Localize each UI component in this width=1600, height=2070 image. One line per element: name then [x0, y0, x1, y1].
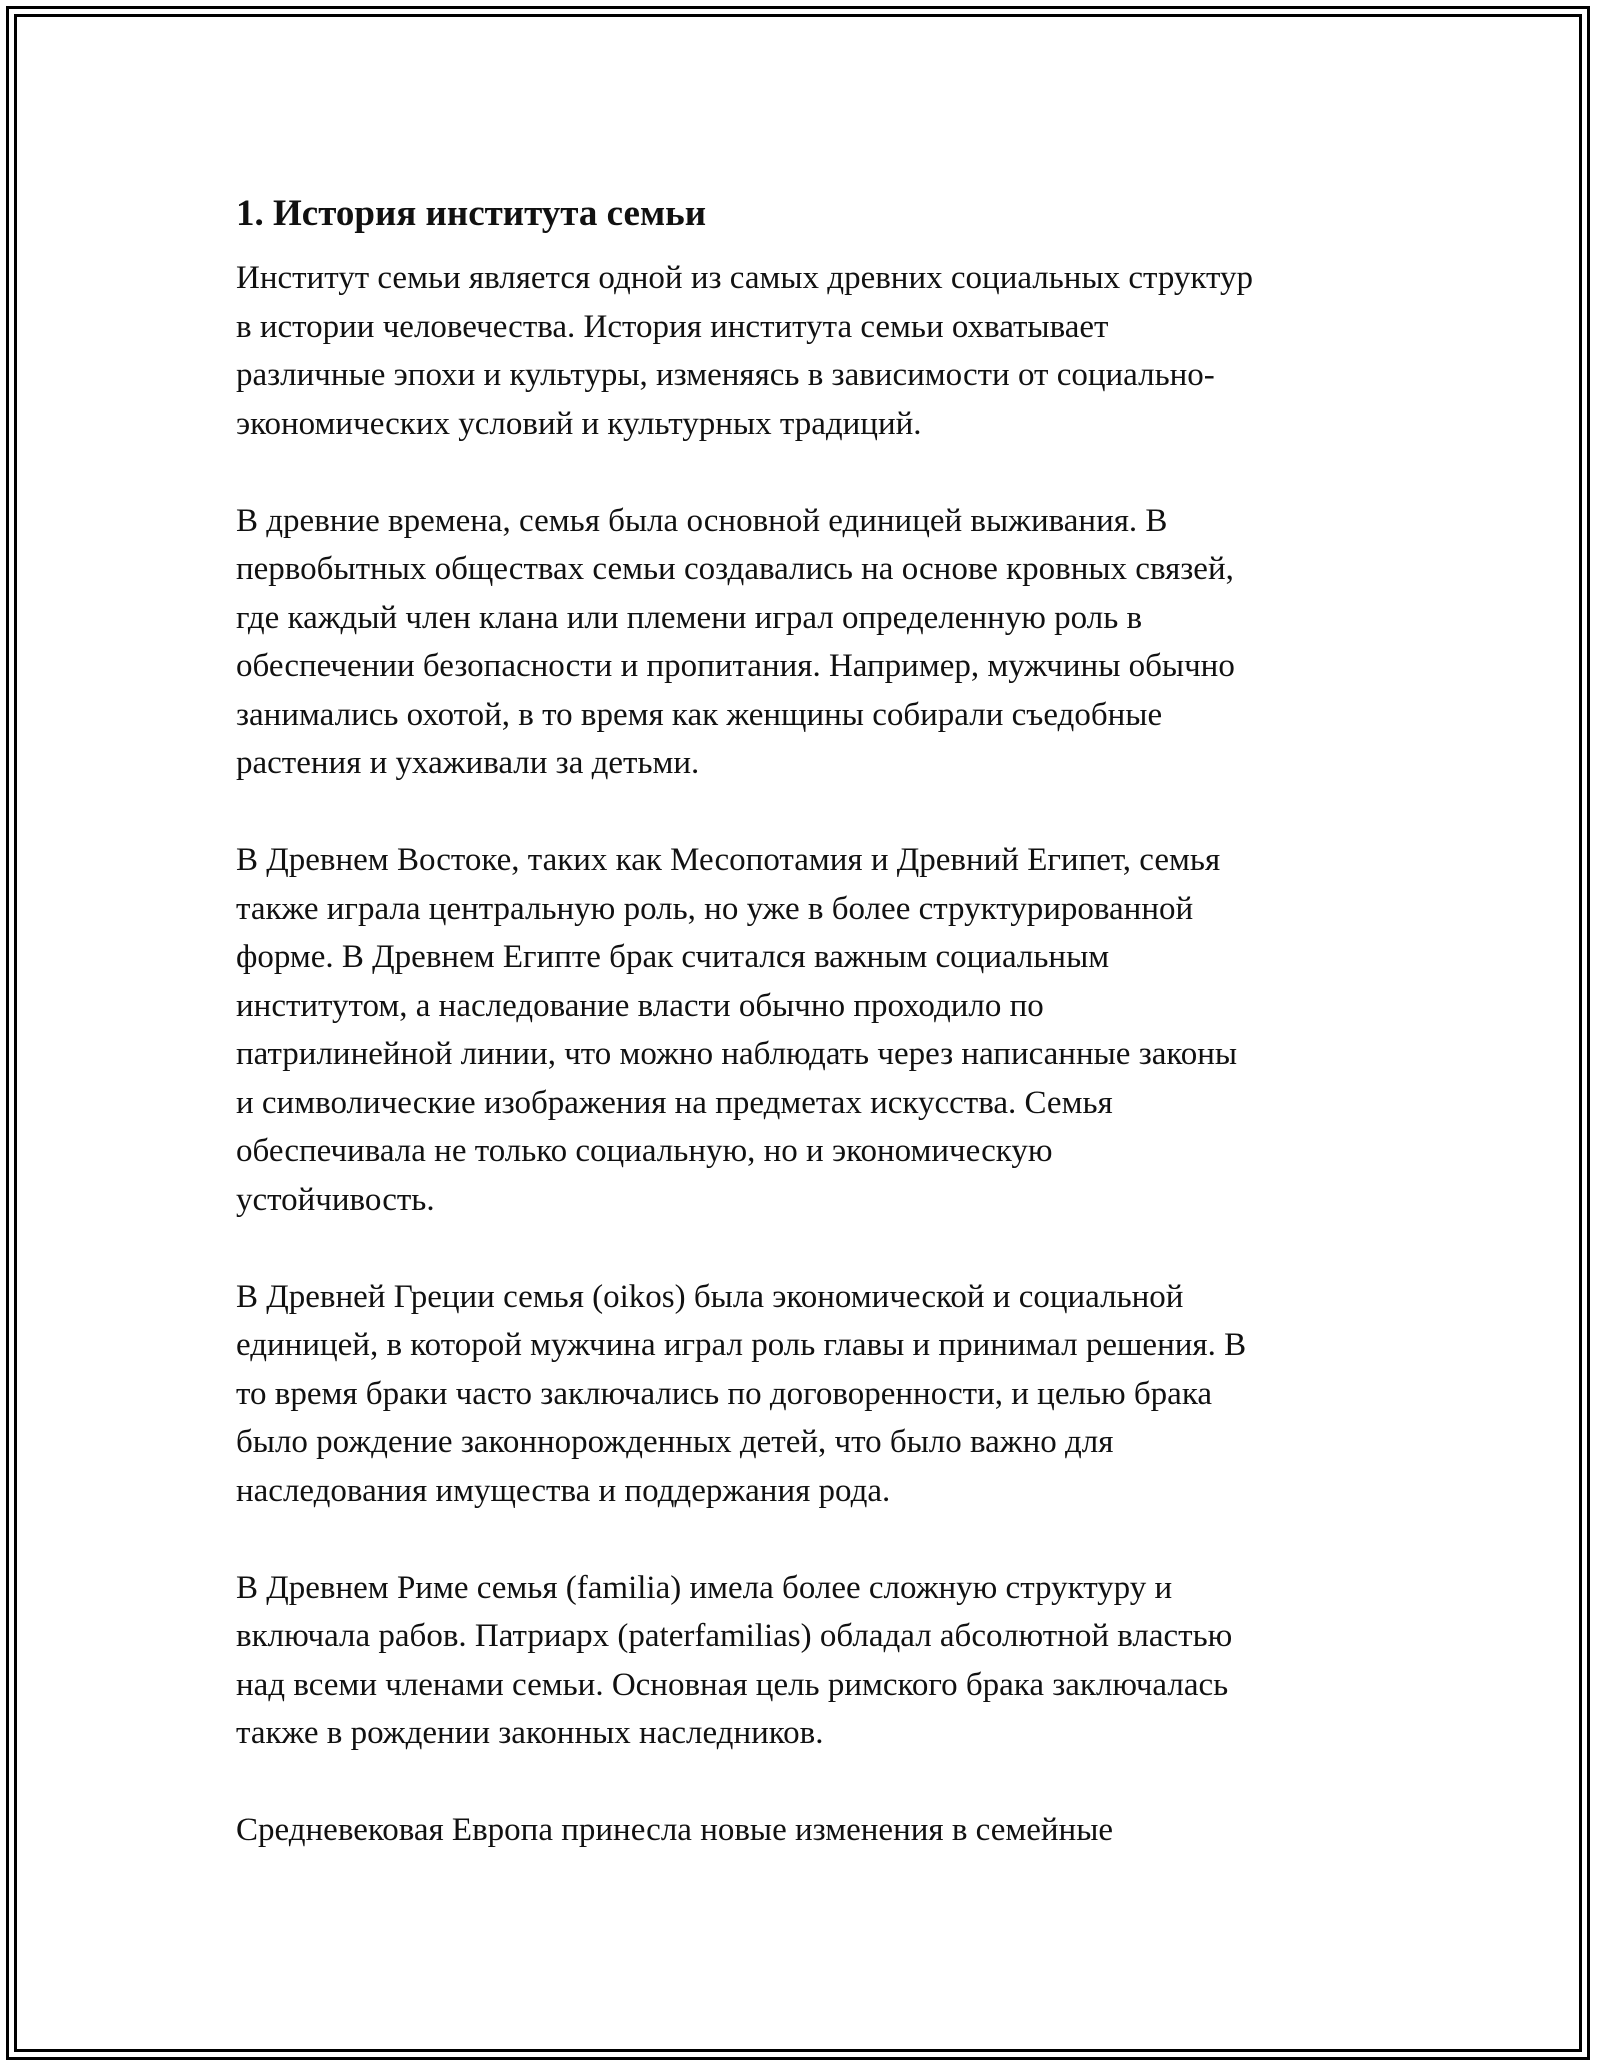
- paragraph-ancient-greece: В Древней Греции семья (oikos) была экономической и социальной единицей, в которой мужчина играл роль главы и принимал решения. В то время браки часто заключались по договоренности, и целью брака было рождение законнорожденных детей, что было важно для наследования имущества и поддержания рода.: [236, 1278, 1247, 1509]
- paragraph-ancient-east: В Древнем Востоке, таких как Месопотамия и Древний Египет, семья также играла центральную роль, но уже в более структурированной форме. В Древнем Египте брак считался важным социальным институтом, а наследование власти обычно проходило по патрилинейной линии, что можно наблюдать через написанные законы и символические изображения на предметах искусства. Семья обеспечивала не только социальную, но и экономическую устойчивость.: [236, 842, 1238, 1218]
- paragraph-ancient-times: В древние времена, семья была основной единицей выживания. В первобытных обществах семьи создавались на основе кровных связей, где каждый член клана или племени играл определенную роль в обеспечении безопасности и пропитания. Например, мужчины обычно занимались охотой, в то время как женщины собирали съедобные растения и ухаживали за детьми.: [236, 502, 1235, 781]
- section-heading: 1. История института семьи: [236, 193, 707, 234]
- paragraph-ancient-rome: В Древнем Риме семья (familia) имела более сложную структуру и включала рабов. Патриарх (paterfamilias) обладал абсолютной властью над всеми членами семьи. Основная цель римского брака заключалась также в рождении законных наследников.: [236, 1569, 1233, 1751]
- document-body: [236, 188, 1366, 1903]
- paragraph-intro: Институт семьи является одной из самых древних социальных структур в истории человечества. История института семьи охватывает различные эпохи и культуры, изменяясь в зависимости от социально- экономических условий и культурных традиций.: [236, 260, 1254, 442]
- paragraph-medieval-europe: Средневековая Европа принесла новые изменения в семейные: [236, 1812, 1114, 1848]
